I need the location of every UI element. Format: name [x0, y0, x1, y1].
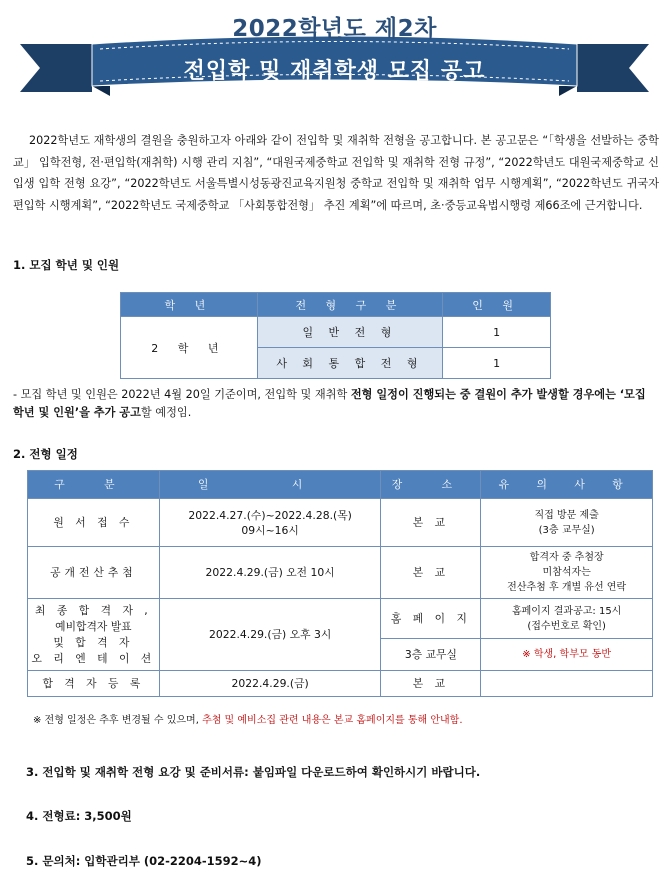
row-place: 본 교: [381, 499, 481, 547]
header-datetime: 일 시: [159, 471, 381, 499]
header-type: 전 형 구 분: [257, 293, 443, 317]
recruitment-note: [13, 386, 659, 422]
section4-text: 4. 전형료: 3,500원: [26, 809, 132, 823]
label-line: 예비합격자 발표: [55, 619, 132, 633]
schedule-footnote: [33, 711, 463, 726]
note-line: 직접 방문 제출: [534, 509, 599, 521]
row-label: 원 서 접 수: [28, 499, 160, 547]
row-note: ※ 학생, 학부모 동반: [481, 639, 653, 671]
banner-year-title: 2022학년도 제2차: [232, 16, 437, 42]
row-label: 합 격 자 등 록: [28, 671, 160, 697]
row-note: [481, 547, 653, 599]
banner-main-title: 전입학 및 재취학생 모집 공고: [183, 59, 486, 84]
section2-heading: 2. 전형 일정: [13, 447, 78, 461]
label-line: 오 리 엔 테 이 션: [31, 651, 156, 665]
footnote-red-text: 추첨 및 예비소집 관련 내용은 본교 홈페이지를 통해 안내함.: [202, 715, 463, 726]
note-line: (접수번호로 확인): [527, 620, 606, 632]
grade-cell: 2 학 년: [121, 317, 258, 379]
row-label: 공개전산추첨: [28, 547, 160, 599]
header-count: 인 원: [443, 293, 551, 317]
section5-text: 5. 문의처: 입학관리부 (02-2204-1592~4): [26, 854, 262, 868]
footnote-text: ※ 전형 일정은 추후 변경될 수 있으며,: [33, 715, 203, 726]
section3-text: 3. 전입학 및 재취학 전형 요강 및 준비서류: 붙임파일 다운로드하여 확인하시기 바랍니다.: [26, 765, 481, 779]
row-datetime: 2022.4.29.(금) 오후 3시: [159, 599, 381, 671]
header-grade: 학 년: [121, 293, 258, 317]
row-note: [481, 499, 653, 547]
row-datetime: 2022.4.29.(금) 오전 10시: [159, 547, 381, 599]
table-row: [121, 317, 551, 348]
table-row: [28, 547, 653, 599]
row-place: 본 교: [381, 547, 481, 599]
note-prefix: - 모집 학년 및 인원은 2022년 4월 20일 기준이며, 전입학 및 재취학: [13, 388, 351, 401]
row-note: [481, 671, 653, 697]
label-line: 최 종 합 격 자 ,: [35, 603, 152, 617]
header-category: 구 분: [28, 471, 160, 499]
label-line: 및 합 격 자: [53, 635, 134, 649]
row-label: [28, 599, 160, 671]
count-cell: 1: [443, 348, 551, 379]
table-row: [28, 599, 653, 639]
intro-paragraph: 2022학년도 재학생의 결원을 충원하고자 아래와 같이 전입학 및 재취학 전형을 공고합니다. 본 공고문은 “「학생을 선발하는 중학교」 입학전형, 전·편입학(재취학) 시행 관리 지침”, “대원국제중학교 전입학 및 재취학 전형 규정”, “2022학년도 대원국제중학교 신입생 입학 전형 요강”, “2022학년도 서울특별시성동광진교육지원청 중학교 전입학 및 재취학 업무 시행계획”, “2022학년도 귀국자 편입학 시행계획”, “2022학년도 국제중학교 「사회통합전형」 추진 계획”에 따르며, 초·중등교육법시행령 제66조에 근거합니다.: [13, 134, 659, 212]
note-line: 합격자 중 추첨장: [529, 552, 604, 563]
note-bold: 전형 일정이 진행되는 중 결원이 추가 발생할 경우에는 ‘모집 학년 및 인원’을 추가 공고: [13, 388, 646, 419]
time-text: 09시~16시: [241, 523, 299, 537]
type-cell: 사 회 통 합 전 형: [257, 348, 443, 379]
note-line: 미참석자는: [542, 567, 591, 578]
table-header-row: [121, 293, 551, 317]
title-banner: [0, 0, 669, 100]
row-place: 홈 페 이 지: [381, 599, 481, 639]
table-row: [28, 499, 653, 547]
note-line: 홈페이지 결과공고: 15시: [511, 605, 622, 617]
note-line: 전산추첨 후 개별 유선 연락: [507, 582, 627, 593]
row-place: 본 교: [381, 671, 481, 697]
table-header-row: [28, 471, 653, 499]
date-text: 2022.4.27.(수)~2022.4.28.(목): [188, 508, 352, 522]
table-row: [28, 671, 653, 697]
schedule-table: [27, 470, 653, 697]
type-cell: 일 반 전 형: [257, 317, 443, 348]
note-line: (3층 교무실): [538, 524, 595, 536]
row-note: [481, 599, 653, 639]
header-place: 장 소: [381, 471, 481, 499]
row-datetime: 2022.4.29.(금): [159, 671, 381, 697]
note-suffix: 할 예정임.: [140, 406, 192, 419]
row-datetime: [159, 499, 381, 547]
row-place: 3층 교무실: [381, 639, 481, 671]
recruitment-table: [120, 292, 551, 379]
count-cell: 1: [443, 317, 551, 348]
section1-heading: 1. 모집 학년 및 인원: [13, 258, 120, 272]
header-notes: 유 의 사 항: [481, 471, 653, 499]
